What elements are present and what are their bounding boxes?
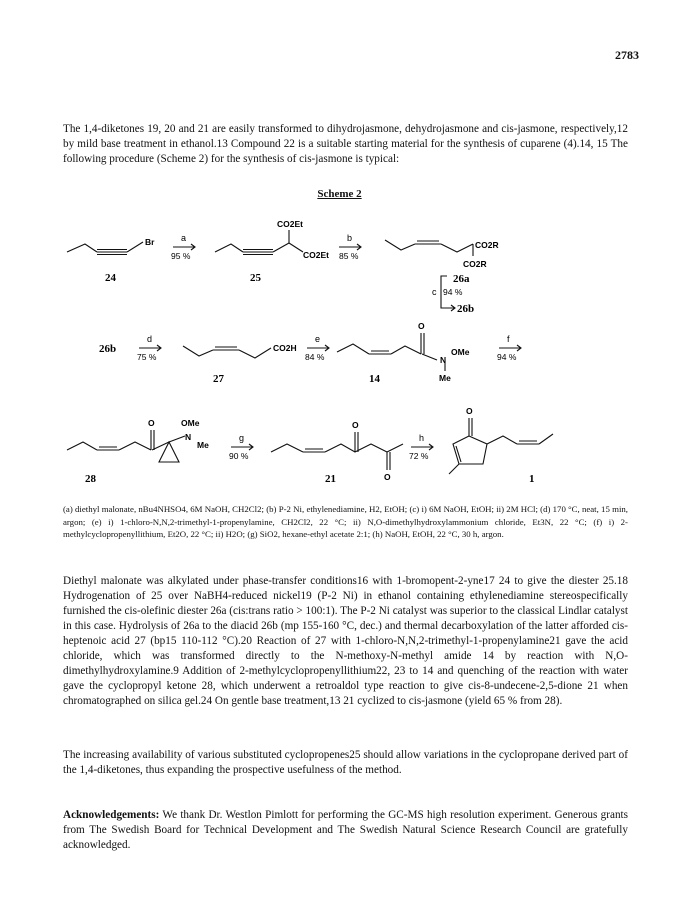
compound-label-1: 1: [529, 473, 535, 485]
structure-14: [337, 333, 445, 371]
compound-label-26b-start: 26b: [99, 343, 117, 355]
compound-label-25: 25: [250, 272, 261, 284]
compound-label-27: 27: [213, 373, 224, 385]
atom-co2r-bottom: CO2R: [463, 259, 487, 269]
step-g-yield: 90 %: [229, 451, 249, 461]
step-g-letter: g: [239, 433, 245, 443]
page-number: 2783: [615, 48, 639, 62]
atom-co2h: CO2H: [273, 343, 297, 353]
outlook-paragraph: The increasing availability of various substituted cyclopropenes25 should allow variations in the cyclopropane derived part of the 1,4-diketones, thus expanding the prospective usefulness of the method.: [63, 749, 628, 776]
atom-me-14: Me: [439, 373, 451, 383]
atom-n-28: N: [185, 432, 192, 442]
compound-label-28: 28: [85, 473, 96, 485]
compound-label-14: 14: [369, 373, 380, 385]
step-f-letter: f: [507, 334, 510, 344]
structure-21: [271, 432, 403, 470]
step-d-yield: 75 %: [137, 352, 157, 362]
step-d-letter: d: [147, 334, 153, 344]
acknowledgements-text: We thank Dr. Westlon Pimlott for performing the GC-MS high resolution experiment. Generous grants from The Swedish Board for Technical Development and The Swedish Natural Science Research Council are gratefully acknowledged.: [63, 809, 628, 851]
compound-label-21: 21: [325, 473, 336, 485]
step-b-letter: b: [347, 233, 353, 243]
atom-co2et-side: CO2Et: [303, 250, 329, 260]
atom-ome-14: OMe: [451, 347, 470, 357]
scheme-title: Scheme 2: [317, 188, 362, 200]
atom-o-14: O: [418, 321, 425, 331]
atom-o-21-a: O: [352, 420, 359, 430]
structure-1: [449, 418, 553, 474]
atom-ome-28: OMe: [181, 418, 200, 428]
structure-27: [183, 346, 271, 358]
atom-o-21-b: O: [384, 472, 391, 482]
step-c-yield: 94 %: [443, 287, 463, 297]
atom-co2et-top: CO2Et: [277, 219, 303, 229]
structure-25: [215, 230, 303, 255]
atom-br: Br: [145, 237, 155, 247]
atom-o-1: O: [466, 406, 473, 416]
step-e-letter: e: [315, 334, 321, 344]
procedure-paragraph: Diethyl malonate was alkylated under phase-transfer conditions16 with 1-bromopent-2-yne17 24 to give the diester 25.18 Hydrogenation of 25 over NaBH4-reduced nickel19 (P-2 Ni) in ethanol containing ethylenediamine stereospecifically furnished the cis-olefinic diester 26a (cis:trans ratio > 100:1). The P-2 Ni catalyst was superior to the classical Lindlar catalyst in this case. Hydrolysis of 26a to the diacid 26b (mp 155-160 °C, dec.) and thermal decarboxylation of the latter afforded cis-heptenoic acid 27 (bp15 110-112 °C).20 Reaction of 27 with 1-chloro-N,N,2-trimethyl-1-propenylamine21 gave the acid chloride, which was transformed directly to the N-methoxy-N-methyl amide 14 by reaction with N,O-dimethylhydroxylamine.9 Addition of 2-methylcyclopropenyllithium22, 23 to 14 and quenching of the reaction with water gave the cyclopropyl ketone 28, which underwent a retroaldol type reaction to give cis-8-undecene-2,5-dione 21 when chromatographed on silica gel.24 On gentle base treatment,13 21 cyclized to cis-jasmone (yield 65 % from 28).: [63, 575, 628, 707]
atom-o-28: O: [148, 418, 155, 428]
atom-n-14: N: [440, 355, 447, 365]
atom-me-28: Me: [197, 440, 209, 450]
structure-24: [67, 242, 143, 255]
compound-label-26a: 26a: [453, 273, 470, 285]
step-a-letter: a: [181, 233, 187, 243]
step-f-yield: 94 %: [497, 352, 517, 362]
step-a-yield: 95 %: [171, 251, 191, 261]
compound-label-26b: 26b: [457, 303, 475, 315]
step-e-yield: 84 %: [305, 352, 325, 362]
acknowledgements-label: Acknowledgements:: [63, 809, 160, 821]
scheme-2-diagram: [55, 200, 635, 500]
atom-co2r-top: CO2R: [475, 240, 499, 250]
step-h-letter: h: [419, 433, 425, 443]
step-b-yield: 85 %: [339, 251, 359, 261]
acknowledgements-paragraph: [63, 808, 628, 853]
intro-paragraph: The 1,4-diketones 19, 20 and 21 are easily transformed to dihydrojasmone, dehydrojasmone and cis-jasmone, respectively,12 by mild base treatment in ethanol.13 Compound 22 is a suitable starting material for the synthesis of cuparene (4).14, 15 The following procedure (Scheme 2) for the synthesis of cis-jasmone is typical:: [63, 123, 628, 165]
compound-label-24: 24: [105, 272, 116, 284]
step-c-letter: c: [432, 287, 437, 297]
structure-26a: [385, 240, 473, 256]
step-h-yield: 72 %: [409, 451, 429, 461]
structure-28: [67, 430, 185, 462]
scheme-legend: (a) diethyl malonate, nBu4NHSO4, 6M NaOH, CH2Cl2; (b) P-2 Ni, ethylenediamine, H2, EtOH; (c) i) 6M NaOH, EtOH; ii) 2M HCl; (d) 170 °C, neat, 15 min, argon; (e) i) 1-chloro-N,N,2-trimethyl-1-propenylamine, CH2Cl2, 22 °C; ii) N,O-dimethylhydroxylammonium chloride, Et3N, 22 °C; (f) i) 2-methylcyclopropenyllithium, Et2O, 22 °C; ii) H2O; (g) SiO2, hexane-ethyl acetate 2:1; (h) NaOH, EtOH, 22 °C, 30 h, argon.: [63, 504, 628, 539]
